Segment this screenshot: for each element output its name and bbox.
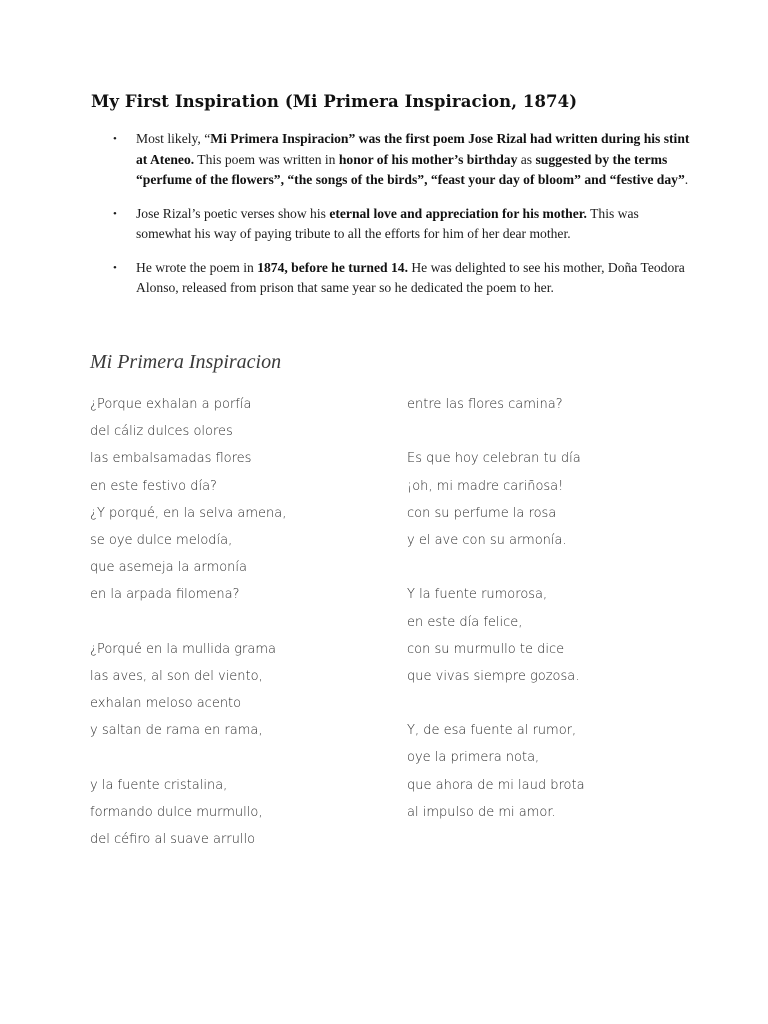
poem-right-column <box>407 391 585 826</box>
bullet-text: This poem was written in <box>194 151 339 167</box>
poem-line: del céfiro al suave arrullo <box>90 832 256 847</box>
poem-line: ¿Y porqué, en la selva amena, <box>90 505 287 521</box>
summary-bullet-list <box>91 129 691 312</box>
page-title: My First Inspiration (Mi Primera Inspiracion, 1874) <box>91 92 578 111</box>
poem-line: oye la primera nota, <box>407 750 540 766</box>
poem-line: con su murmullo te dice <box>407 641 565 657</box>
bullet-text: Jose Rizal’s poetic verses show his <box>136 205 330 221</box>
bullet-emphasis-text: Mi Primera Inspiracion” was the first poem Jose Rizal had written during his stint at Ateneo. <box>136 131 690 167</box>
poem-line <box>90 609 286 636</box>
poem-line: formando dulce murmullo, <box>90 804 263 820</box>
poem-line: y el ave con su armonía. <box>407 532 567 548</box>
poem-line: que asemeja la armonía <box>90 560 247 576</box>
poem-line: del cáliz dulces olores <box>90 424 233 440</box>
bullet-emphasis-text: 1874, before he turned 14. <box>257 259 408 275</box>
poem-line: las aves, al son del viento, <box>90 668 263 684</box>
poem-line <box>407 418 585 445</box>
bullet-dot-icon: • <box>113 207 117 220</box>
bullet-text: . <box>684 172 689 187</box>
poem-left-column <box>90 391 286 853</box>
bullet-emphasis-text: honor of his mother’s birthday <box>338 151 518 167</box>
poem-line: que vivas siempre gozosa. <box>407 668 580 684</box>
poem-line <box>90 744 286 771</box>
poem-line: y saltan de rama en rama, <box>90 723 263 739</box>
bullet-text: as <box>517 151 536 167</box>
bullet-text: This was somewhat his way of paying tribute to all the efforts for him of her dear mother. <box>136 205 639 241</box>
poem-line <box>407 554 585 581</box>
poem-line: con su perfume la rosa <box>407 505 557 521</box>
poem-line: y la fuente cristalina, <box>90 777 228 793</box>
bullet-item <box>91 258 691 299</box>
bullet-dot-icon: • <box>113 261 117 274</box>
poem-line: Es que hoy celebran tu día <box>407 451 581 467</box>
poem-line: en la arpada filomena? <box>90 587 240 603</box>
poem-line: Y la fuente rumorosa, <box>407 587 548 603</box>
bullet-item <box>91 204 691 245</box>
poem-line: entre las flores camina? <box>407 397 563 412</box>
bullet-text: He wrote the poem in <box>136 259 258 275</box>
poem-line: en este día felice, <box>407 614 523 630</box>
poem-line: Y, de esa fuente al rumor, <box>407 723 577 739</box>
poem-line <box>407 690 585 717</box>
poem-line: que ahora de mi laud brota <box>407 777 585 793</box>
poem-line: en este festivo día? <box>90 478 217 494</box>
poem-line: ¿Porqué en la mullida grama <box>90 641 276 657</box>
poem-title: Mi Primera Inspiracion <box>90 351 282 373</box>
bullet-item <box>91 129 691 191</box>
bullet-text: Most likely, “ <box>136 131 211 146</box>
bullet-text: He was delighted to see his mother, Doña Teodora Alonso, released from prison that same year so he dedicated the poem to her. <box>136 259 685 295</box>
poem-line: ¿Porque exhalan a porfía <box>90 397 252 412</box>
poem-line: exhalan meloso acento <box>90 696 242 712</box>
bullet-emphasis-text: eternal love and appreciation for his mother. <box>329 205 587 221</box>
bullet-dot-icon: • <box>113 133 117 145</box>
bullet-emphasis-text: suggested by the terms “perfume of the flowers”, “the songs of the birds”, “feast your day of bloom” and “festive day” <box>136 151 685 187</box>
poem-line: se oye dulce melodía, <box>90 532 233 548</box>
poem-line: ¡oh, mi madre cariñosa! <box>407 478 564 494</box>
poem-line: las embalsamadas flores <box>90 451 252 467</box>
poem-line: al impulso de mi amor. <box>407 804 556 820</box>
